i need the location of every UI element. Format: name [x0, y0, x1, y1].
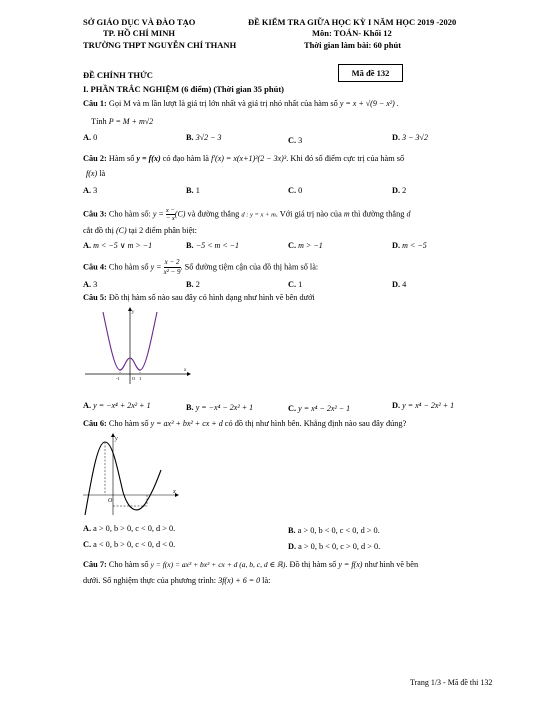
option-a[interactable]: A. 3 [83, 186, 98, 195]
option-d[interactable]: D. m < −5 [392, 241, 427, 250]
exam-time: Thời gian làm bài: 60 phút [304, 40, 402, 50]
option-b[interactable]: B. 1 [186, 186, 200, 195]
question-text: Gọi M và m lần lượt là giá trị lớn nhất và giá trị nhỏ nhất của hàm số [108, 99, 338, 108]
question-1-line2 [91, 117, 153, 126]
exam-code-box: Mã đề 132 [338, 64, 403, 82]
option-c[interactable]: C. 1 [288, 280, 303, 289]
option-b[interactable]: B. a > 0, b < 0, c < 0, d > 0. [288, 526, 380, 535]
option-b[interactable]: B. y = −x⁴ − 2x² + 1 [186, 403, 254, 412]
question-5: Câu 5: Đồ thị hàm số nào sau đây có hình dạng như hình vẽ bên dưới [83, 293, 315, 302]
option-c[interactable]: C. 3 [288, 136, 303, 145]
official-label: ĐỀ CHÍNH THỨC [83, 70, 153, 80]
option-d[interactable]: D. 2 [392, 186, 407, 195]
option-b[interactable]: B. −5 < m < −1 [186, 241, 240, 250]
option-b[interactable]: B. 3√2 − 3 [186, 133, 222, 142]
question-7-line2: dưới. Số nghiệm thực của phương trình: 3f(x) + 6 = 0 là: [83, 576, 271, 585]
fraction: $\frac{x - 2}{\text{x² − 9}}$ [163, 258, 181, 276]
x-label: x [184, 368, 187, 373]
question-3: Câu 3: Cho hàm số: y = $\frac{x -}{- x}$ (C) và đường thẳng d : y = x + m. Với giá trị nào của m thì đường thẳng d [83, 207, 411, 222]
x-label: x [173, 489, 176, 495]
question-3-line2: cắt đồ thị (C) tại 2 điểm phân biệt: [83, 226, 197, 235]
page-footer: Trang 1/3 - Mã đề thi 132 [410, 678, 493, 687]
department-name: SỞ GIÁO DỤC VÀ ĐÀO TẠO [83, 17, 196, 27]
cubic-curve [85, 442, 161, 515]
option-a[interactable]: A. y = −x⁴ + 2x² + 1 [83, 401, 151, 410]
city-name: TP. HỒ CHÍ MINH [103, 28, 175, 38]
option-d[interactable]: D. y = x⁴ − 2x² + 1 [392, 401, 455, 410]
question-formula: P = M + m√2 [108, 117, 154, 126]
origin-label: O [108, 498, 113, 504]
quartic-graph [83, 306, 193, 386]
exam-subject: Môn: TOÁN- Khối 12 [312, 28, 392, 38]
option-a[interactable]: A. a > 0, b > 0, c < 0, d > 0. [83, 524, 176, 533]
y-label: y [132, 310, 135, 315]
question-4: Câu 4: Cho hàm số y = $\frac{x - 2}{\text{x² − 9}}$ . Số đường tiệm cận của đồ thị hàm số là: [83, 258, 319, 276]
question-6: Câu 6: Cho hàm số y = ax³ + bx² + cx + d có đồ thị như hình bên. Khẳng định nào sau đây đúng? [83, 419, 407, 428]
option-a[interactable]: A. m < −5 ∨ m > −1 [83, 241, 153, 250]
cubic-graph [83, 432, 183, 516]
question-formula: y = x + √(9 − x²) . [339, 99, 399, 108]
tick-label-neg1: -1 [116, 376, 120, 381]
option-d[interactable]: D. 4 [392, 280, 407, 289]
question-label: Câu 1: [83, 99, 107, 108]
option-b[interactable]: B. 2 [186, 280, 200, 289]
option-d[interactable]: D. 3 − 3√2 [392, 133, 428, 142]
section-title: I. PHẦN TRẮC NGHIỆM (6 điểm) (Thời gian 35 phút) [83, 84, 285, 94]
question-2-line2: f(x) là [86, 169, 106, 178]
fraction: $\frac{x -}{- x}$ [165, 207, 175, 222]
option-c[interactable]: C. 0 [288, 186, 303, 195]
option-c[interactable]: C. y = x⁴ − 2x² − 1 [288, 404, 351, 413]
option-a[interactable]: A. 0 [83, 133, 98, 142]
option-c[interactable]: C. a < 0, b > 0, c < 0, d < 0. [83, 540, 176, 549]
exam-title: ĐỀ KIỂM TRA GIỮA HỌC KỲ I NĂM HỌC 2019 -2020 [248, 17, 457, 27]
option-d[interactable]: D. a > 0, b < 0, c > 0, d > 0. [288, 542, 381, 551]
option-a[interactable]: A. 3 [83, 280, 98, 289]
question-1 [83, 99, 399, 108]
tick-label-1: 1 [139, 376, 142, 381]
y-label: y [115, 436, 118, 442]
question-text: Tính [91, 117, 107, 126]
school-name: TRƯỜNG THPT NGUYỄN CHÍ THANH [83, 40, 237, 50]
x-axis-arrow [187, 372, 191, 376]
question-2: Câu 2: Hàm số y = f(x) có đạo hàm là f′(x) = x(x+1)²(2 − 3x)³. Khi đó số điểm cực trị của hàm số [83, 154, 405, 163]
question-7: Câu 7: Cho hàm số y = f(x) = ax³ + bx² + cx + d (a, b, c, d ∈ ℝ). Đồ thị hàm số y = f(x) như hình vẽ bên [83, 560, 419, 569]
option-c[interactable]: C. m > −1 [288, 241, 323, 250]
origin-label: O [132, 376, 136, 381]
